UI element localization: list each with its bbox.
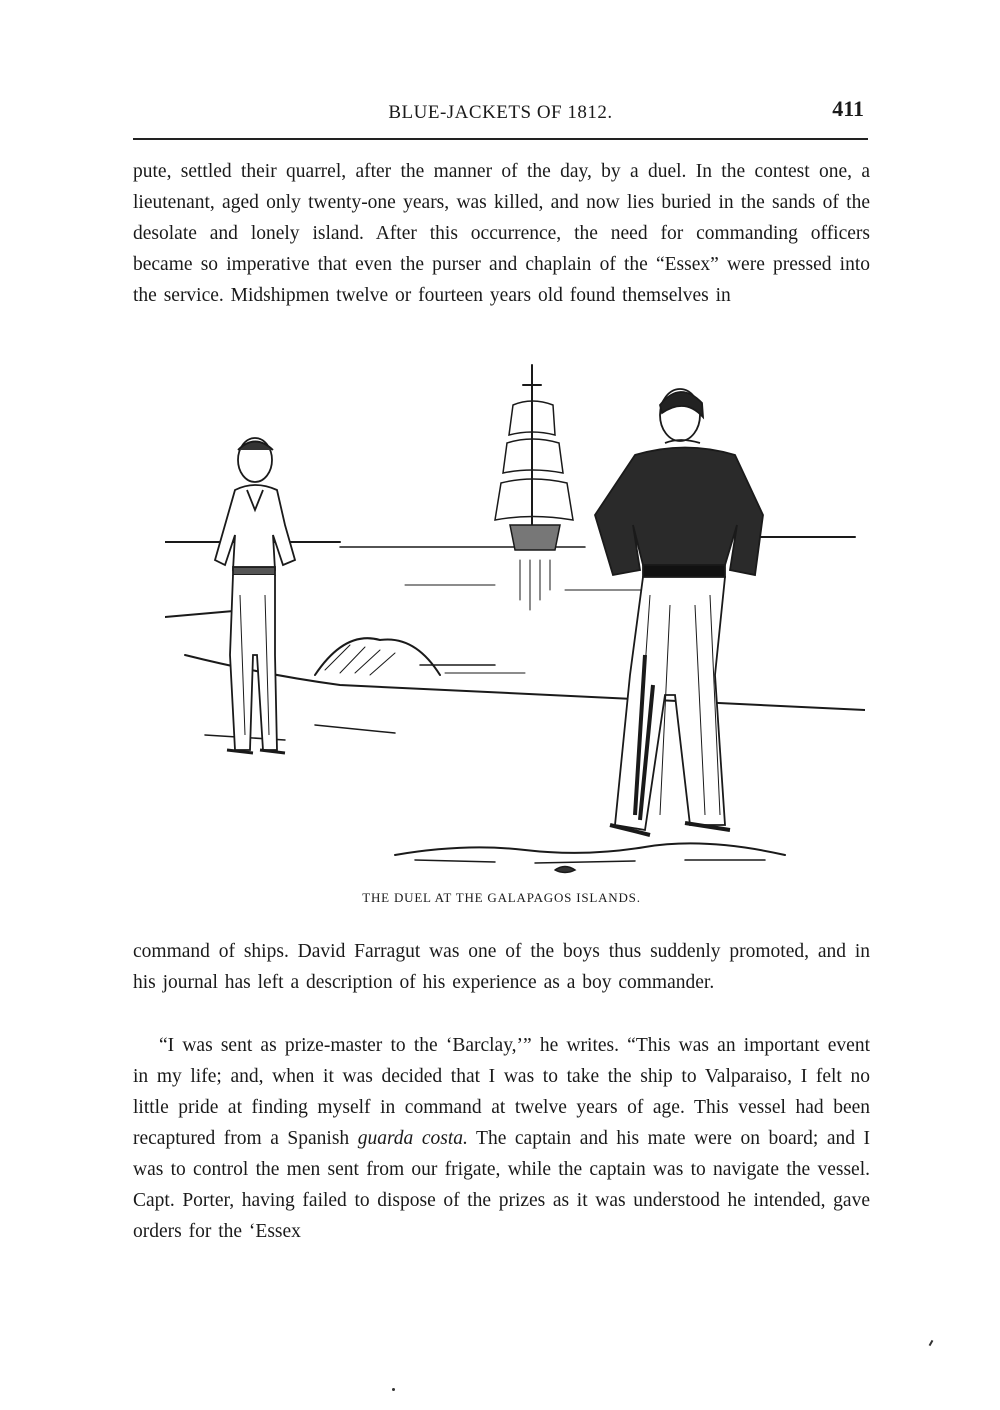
running-title: BLUE-JACKETS OF 1812. [388,102,613,123]
print-speck [392,1388,395,1391]
header-rule [133,138,868,140]
ship-drawing [495,365,573,610]
paragraph-3-text-start: “I was sent as prize-master to the ‘Barclay,’” he writes. “This was an important event in my life; and, when it was decided that I was to take the ship to Valparaiso, I felt no little pride at finding myself in command at twelve years of age. This vessel had been recaptured from a Spanish [133,1035,870,1149]
right-figure [595,389,763,835]
print-speck [929,1340,934,1346]
paragraph-3-italic: guarda costa. [357,1128,468,1149]
illustration-drawing [165,355,865,875]
left-figure [215,438,295,753]
paragraph-1: pute, settled their quarrel, after the manner of the day, by a duel. In the contest one, a lieutenant, aged only twenty-one years, was killed, and now lies buried in the sands of the desolate and lonely island. After this occurrence, the need for commanding officers became so imperative that even the purser and chaplain of the “Essex” were pressed into the service. Midshipmen twelve or fourteen years old found themselves in [133,161,870,306]
page-header [133,92,868,132]
duel-illustration [165,355,865,875]
paragraph-3-text-end: The captain and his mate were on board; and I was to control the men sent from our frigate, while the captain was to navigate the vessel. Capt. Porter, having failed to dispose of the prizes as it was understood he intended, gave orders for the ‘Essex [133,1128,871,1242]
paragraph-3 [133,1030,870,1247]
paragraph-2: command of ships. David Farragut was one of the boys thus suddenly promoted, and in his journal has left a description of his experience as a boy commander. [133,941,870,993]
page-number: 411 [832,96,864,121]
figure-caption: THE DUEL AT THE GALAPAGOS ISLANDS. [362,890,641,905]
